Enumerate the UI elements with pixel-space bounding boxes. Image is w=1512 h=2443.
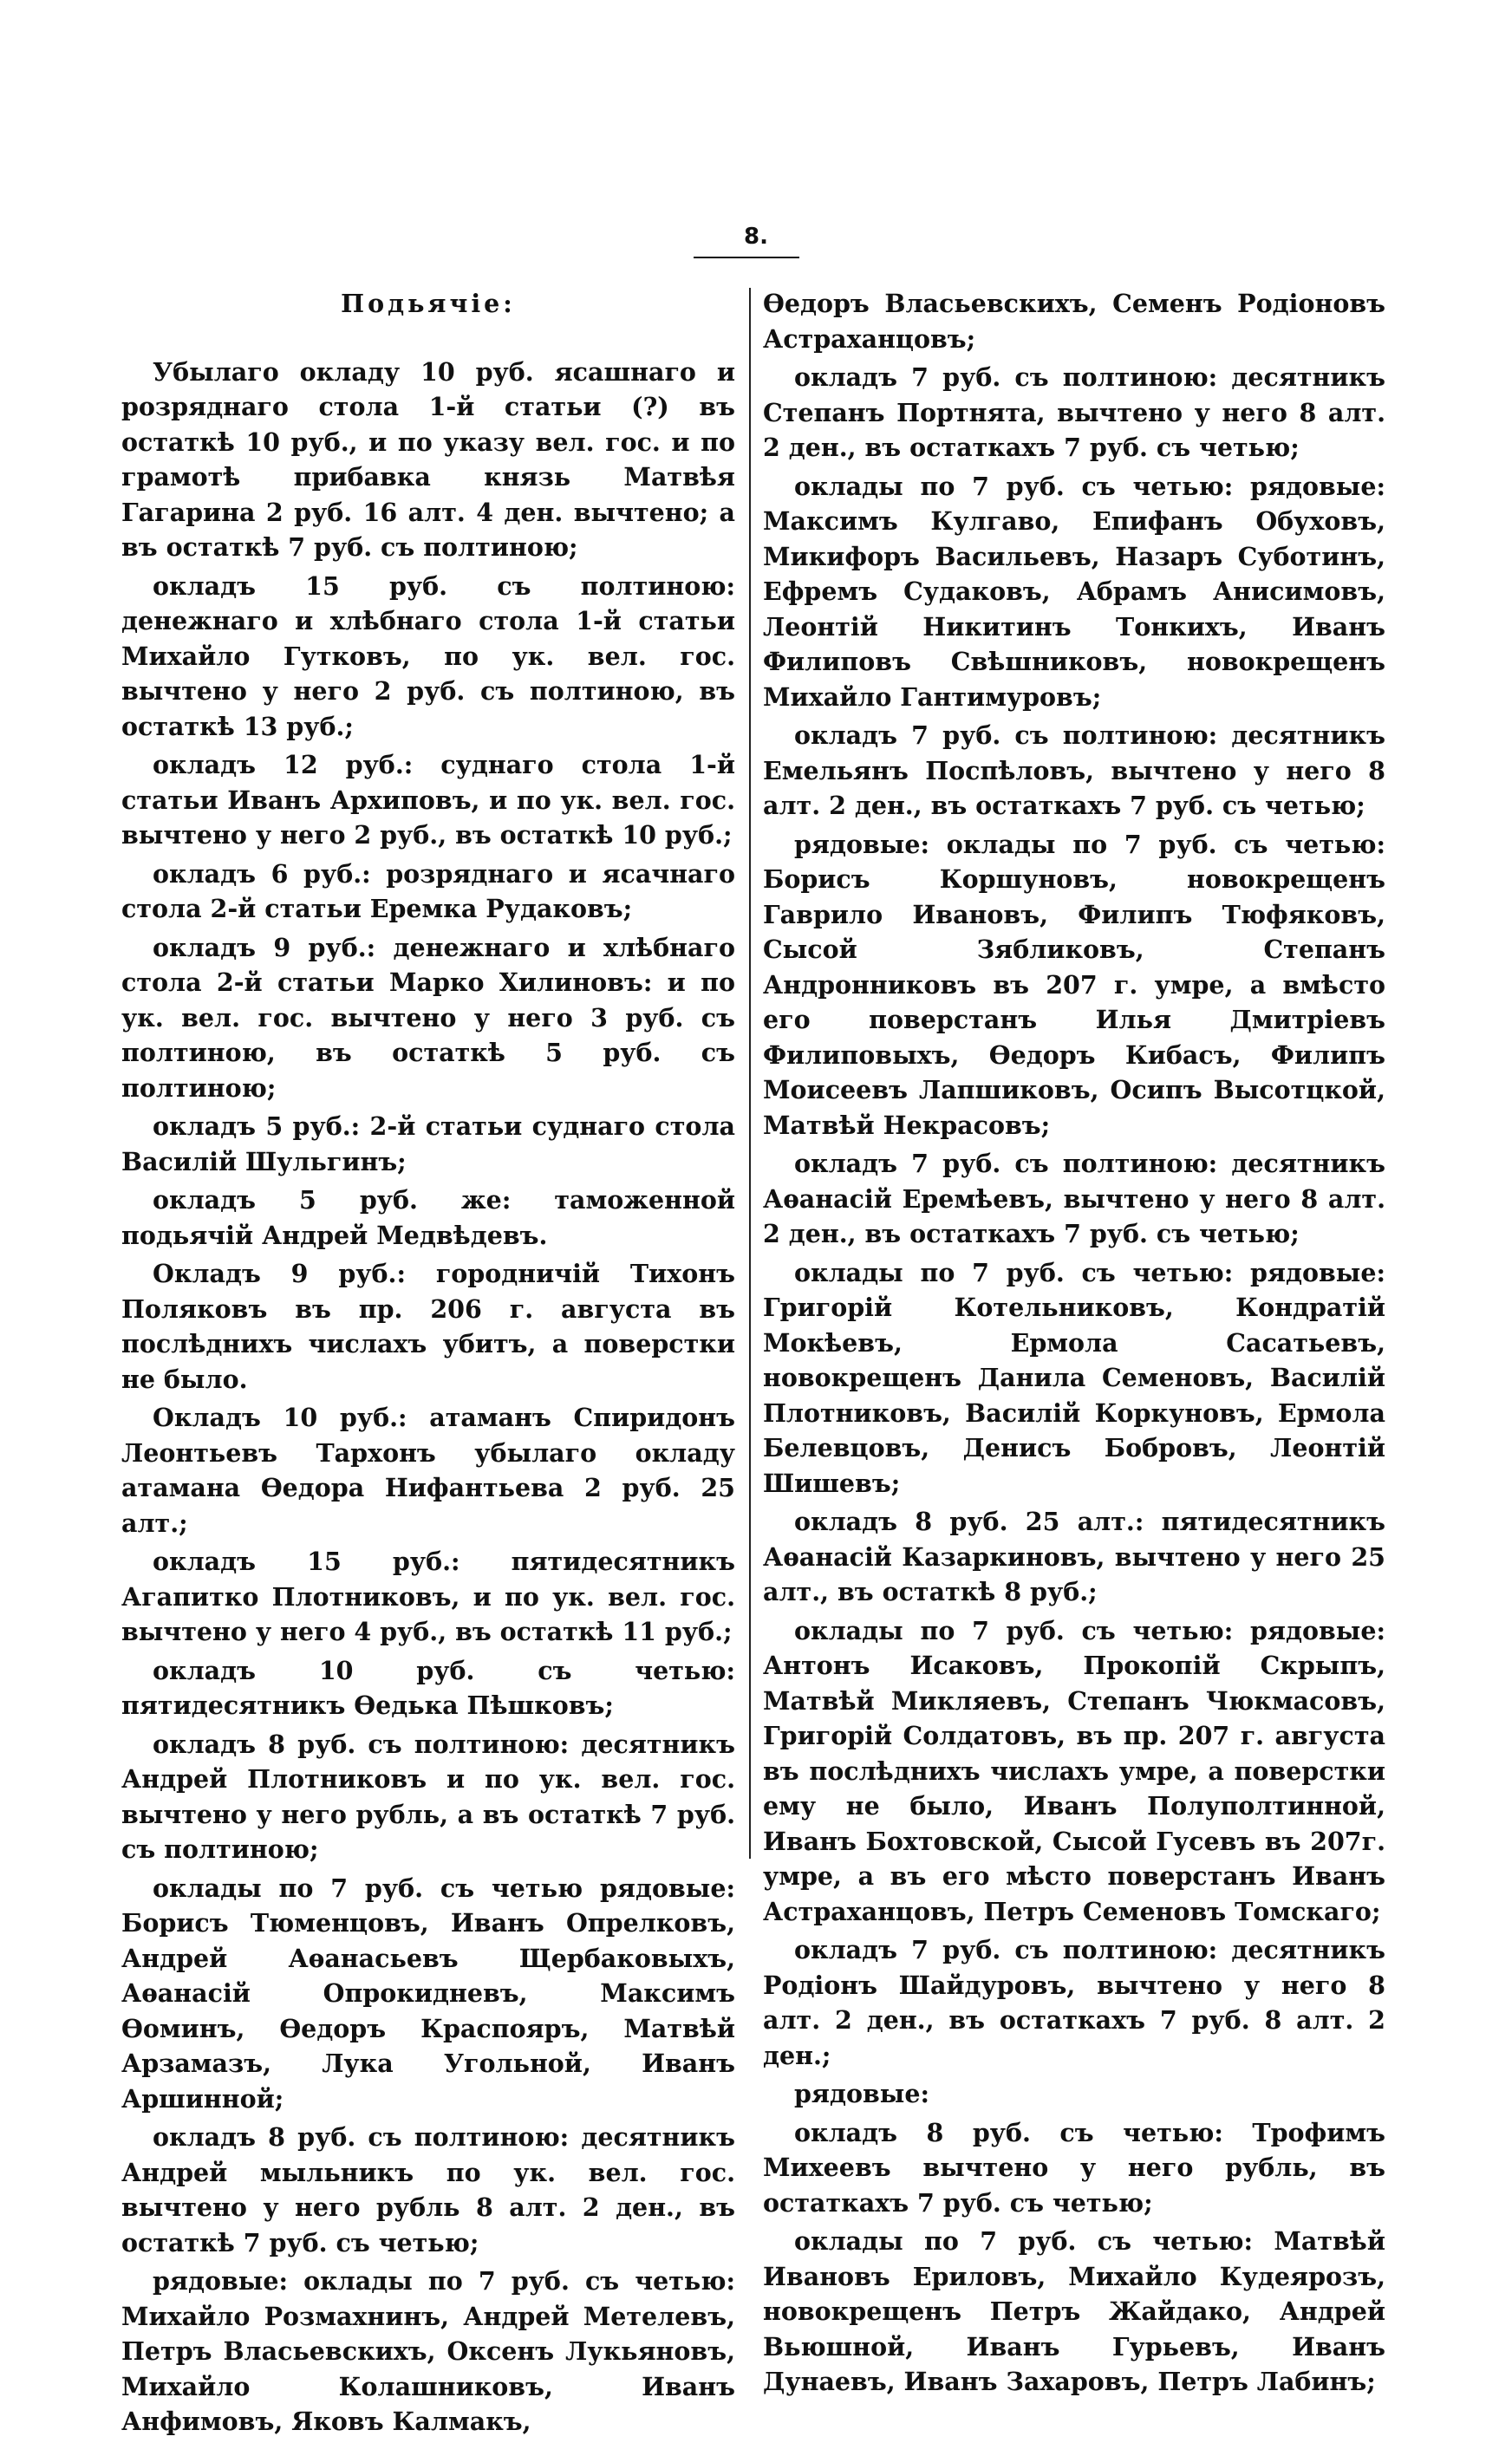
left-paragraph: окладъ 10 руб. съ четью: пятидесятникъ Өедька Пѣшковъ; bbox=[121, 1655, 735, 1720]
left-paragraph: Окладъ 9 руб.: городничій Тихонъ Поляковъ въ пр. 206 г. августа въ послѣднихъ числахъ убитъ, а поверстки не было. bbox=[121, 1259, 735, 1394]
left-paragraph: оклады по 7 руб. съ четью рядовые: Борисъ Тюменцовъ, Иванъ Опрелковъ, Андрей Аѳанасьевъ Щербаковыхъ, Аѳанасій Опрокидневъ, Максимъ Өоминъ, Өедоръ Краспояръ, Матвѣй Арзамазъ, Лука Угольной, Иванъ Аршинной; bbox=[121, 1873, 735, 2114]
header-rule bbox=[694, 257, 799, 258]
left-paragraph: окладъ 9 руб.: денежнаго и хлѣбнаго стола 2-й статьи Марко Хилиновъ: и по ук. вел. гос. вычтено у него 3 руб. съ полтиною, въ остаткѣ 5 руб. съ полтиною; bbox=[121, 932, 735, 1103]
left-paragraph: окладъ 5 руб.: 2-й статьи суднаго стола Василій Шульгинъ; bbox=[121, 1111, 735, 1176]
left-paragraph: окладъ 15 руб. съ полтиною: денежнаго и хлѣбнаго стола 1-й статьи Михайло Гутковъ, по ук. вел. гос. вычтено у него 2 руб. съ полтиною, въ остаткѣ 13 руб.; bbox=[121, 570, 735, 741]
page-number: 8. bbox=[744, 224, 768, 250]
section-heading: Подьячіе: bbox=[341, 289, 516, 318]
right-paragraph: рядовые: оклады по 7 руб. съ четью: Борисъ Коршуновъ, новокрещенъ Гаврило Ивановъ, Филипъ Тюфяковъ, Сысой Зябликовъ, Степанъ Андронниковъ въ 207 г. умре, а вмѣсто его поверстанъ Илья Дмитріевъ Филиповыхъ, Өедоръ Кибасъ, Филипъ Моисеевъ Лапшиковъ, Осипъ Высотцкой, Матвѣй Некрасовъ; bbox=[763, 829, 1385, 1140]
left-paragraph: окладъ 8 руб. съ полтиною: десятникъ Андрей мыльникъ по ук. вел. гос. вычтено у него рубль 8 алт. 2 ден., въ остаткѣ 7 руб. съ четью; bbox=[121, 2122, 735, 2257]
right-paragraph: окладъ 7 руб. съ полтиною: десятникъ Аѳанасій Еремѣевъ, вычтено у него 8 алт. 2 ден., въ остаткахъ 7 руб. съ четью; bbox=[763, 1149, 1385, 1248]
left-paragraph: Убылаго окладу 10 руб. ясашнаго и розряднаго стола 1-й статьи (?) въ остаткѣ 10 руб., и по указу вел. гос. и по грамотѣ прибавка князь Матвѣя Гагарина 2 руб. 16 алт. 4 ден. вычтено; а въ остаткѣ 7 руб. съ полтиною; bbox=[121, 356, 735, 562]
right-paragraph: оклады по 7 руб. съ четью: рядовые: Максимъ Кулгаво, Епифанъ Обуховъ, Микифоръ Васильевъ, Назаръ Суботинъ, Ефремъ Судаковъ, Абрамъ Анисимовъ, Леонтій Никитинъ Тонкихъ, Иванъ Филиповъ Свѣшниковъ, новокрещенъ Михайло Гантимуровъ; bbox=[763, 471, 1385, 712]
right-paragraph: Өедоръ Власьевскихъ, Семенъ Родіоновъ Астраханцовъ; bbox=[763, 289, 1385, 354]
right-paragraph: оклады по 7 руб. съ четью: Матвѣй Ивановъ Ериловъ, Михайло Кудеярозъ, новокрещенъ Петръ Жайдако, Андрей Вьюшной, Иванъ Гурьевъ, Иванъ Дунаевъ, Иванъ Захаровъ, Петръ Лабинъ; bbox=[763, 2226, 1385, 2396]
right-paragraph: окладъ 8 руб. 25 алт.: пятидесятникъ Аѳанасій Казаркиновъ, вычтено у него 25 алт., въ остаткѣ 8 руб.; bbox=[763, 1507, 1385, 1606]
left-paragraph: Окладъ 10 руб.: атаманъ Спиридонъ Леонтьевъ Тархонъ убылаго окладу атамана Өедора Нифантьева 2 руб. 25 алт.; bbox=[121, 1403, 735, 1538]
left-paragraph: окладъ 5 руб. же: таможенной подьячій Андрей Медвѣдевъ. bbox=[121, 1185, 735, 1250]
left-column bbox=[121, 286, 735, 2443]
left-paragraph: окладъ 8 руб. съ полтиною: десятникъ Андрей Плотниковъ и по ук. вел. гос. вычтено у него рубль, а въ остаткѣ 7 руб. съ полтиною; bbox=[121, 1729, 735, 1864]
left-paragraph: рядовые: оклады по 7 руб. съ четью: Михайло Розмахнинъ, Андрей Метелевъ, Петръ Власьевскихъ, Оксенъ Лукьяновъ, Михайло Колашниковъ, Иванъ Анфимовъ, Яковъ Калмакъ, bbox=[121, 2266, 735, 2436]
left-paragraph: окладъ 6 руб.: розряднаго и ясачнаго стола 2-й статьи Еремка Рудаковъ; bbox=[121, 858, 735, 923]
left-paragraph: окладъ 15 руб.: пятидесятникъ Агапитко Плотниковъ, и по ук. вел. гос. вычтено у него 4 руб., въ остаткѣ 11 руб.; bbox=[121, 1547, 735, 1646]
right-paragraph: окладъ 7 руб. съ полтиною: десятникъ Емельянъ Поспѣловъ, вычтено у него 8 алт. 2 ден., въ остаткахъ 7 руб. съ четью; bbox=[763, 720, 1385, 820]
right-paragraph: окладъ 8 руб. съ четью: Трофимъ Михеевъ вычтено у него рубль, въ остаткахъ 7 руб. съ четью; bbox=[763, 2117, 1385, 2218]
column-divider bbox=[749, 288, 751, 1859]
right-paragraph: окладъ 7 руб. съ полтиною: десятникъ Родіонъ Шайдуровъ, вычтено у него 8 алт. 2 ден., въ остаткахъ 7 руб. 8 алт. 2 ден.; bbox=[763, 1935, 1385, 2070]
right-paragraph: оклады по 7 руб. съ четью: рядовые: Антонъ Исаковъ, Прокопій Скрыпъ, Матвѣй Микляевъ, Степанъ Чюкмасовъ, Григорій Солдатовъ, въ пр. 207 г. августа въ послѣднихъ числахъ умре, а поверстки ему не было, Иванъ Полуполтинной, Иванъ Бохтовской, Сысой Гусевъ въ 207г. умре, а въ его мѣсто поверстанъ Иванъ Астраханцовъ, Петръ Семеновъ Томскаго; bbox=[763, 1615, 1385, 1926]
right-paragraph: рядовые: bbox=[794, 2079, 930, 2108]
right-paragraph: оклады по 7 руб. съ четью: рядовые: Григорій Котельниковъ, Кондратій Мокѣевъ, Ермола Сасатьевъ, новокрещенъ Данила Семеновъ, Василій Плотниковъ, Василій Коркуновъ, Ермола Белевцовъ, Денисъ Бобровъ, Леонтій Шишевъ; bbox=[763, 1257, 1385, 1498]
right-column bbox=[763, 286, 1385, 2403]
left-paragraph: окладъ 12 руб.: суднаго стола 1-й статьи Иванъ Архиповъ, и по ук. вел. гос. вычтено у него 2 руб., въ остаткѣ 10 руб.; bbox=[121, 750, 735, 850]
right-paragraph: окладъ 7 руб. съ полтиною: десятникъ Степанъ Портнята, вычтено у него 8 алт. 2 ден., въ остаткахъ 7 руб. съ четью; bbox=[763, 362, 1385, 462]
